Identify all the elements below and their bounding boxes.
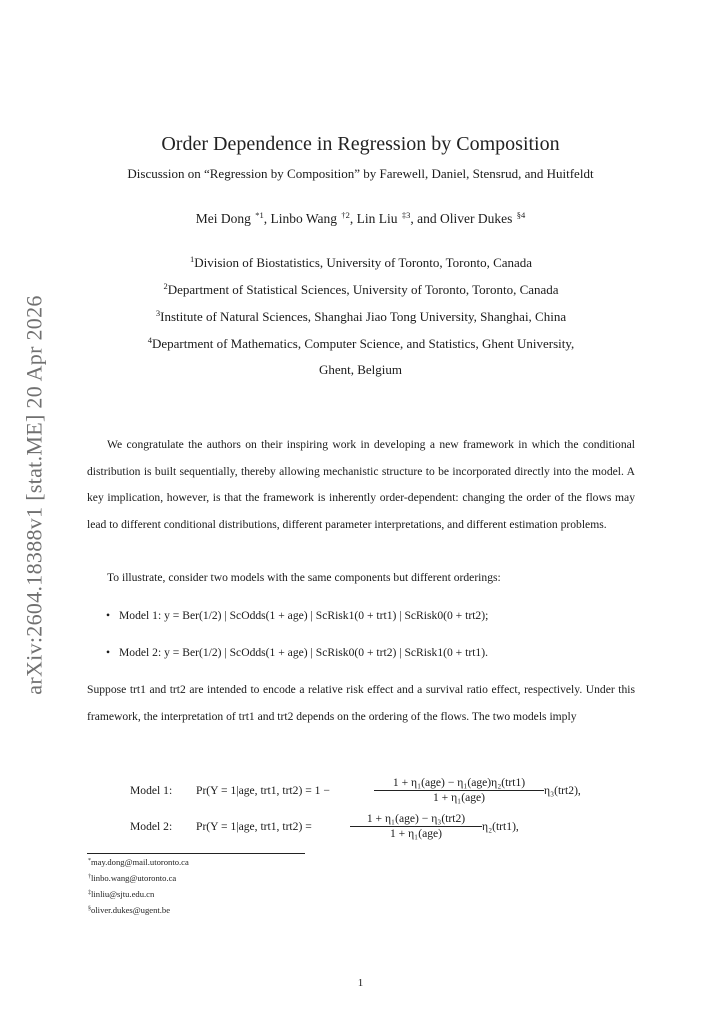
bullet-icon: •	[106, 609, 111, 622]
author-list	[0, 210, 721, 227]
arxiv-stamp-text: arXiv:2604.18388v1 [stat.ME] 20 Apr 2026	[22, 295, 47, 695]
author-mark: ‡3	[401, 210, 411, 220]
footnote-mark: †	[88, 874, 91, 880]
body-paragraph-2	[87, 565, 635, 592]
body-paragraph-1	[87, 432, 635, 538]
equation-fraction	[374, 776, 544, 804]
equation-lhs: Pr(Y = 1|age, trt1, trt2) =	[196, 820, 312, 833]
paragraph-text: We congratulate the authors on their inspiring work in developing a new framework in which the conditional distribution is built sequentially, thereby allowing mechanistic structure to be incorporated directly into the model. A key implication, however, is that the framework is inherently order-dependent: changing the order of the flows may lead to different conditional distributions, different parameter interpretations, and different estimation problems.	[87, 438, 635, 531]
bullet-text: Model 2: y = Ber(1/2) | ScOdds(1 + age) | ScRisk0(0 + trt2) | ScRisk1(0 + trt1).	[119, 646, 488, 659]
author-separator: ,	[349, 211, 357, 226]
footnote-4	[87, 905, 170, 915]
affiliation-text: Department of Statistical Sciences, University of Toronto, Toronto, Canada	[167, 282, 559, 297]
equation-tail: η₃(trt2),	[544, 784, 581, 797]
paper-subtitle: Discussion on “Regression by Composition” by Farewell, Daniel, Stensrud, and Huitfeldt	[127, 166, 594, 181]
author-name: Oliver Dukes	[440, 211, 516, 226]
footnote-1	[87, 857, 189, 867]
bullet-icon: •	[106, 646, 111, 659]
page-number: 1	[357, 977, 364, 989]
affiliation-number: 3	[155, 308, 161, 318]
footnote-mark: ‡	[88, 890, 91, 896]
affiliation-text: Ghent, Belgium	[318, 362, 403, 377]
paragraph-text: To illustrate, consider two models with the same components but different orderings:	[107, 571, 501, 584]
affiliation-3	[0, 308, 721, 325]
author-mark: §4	[516, 210, 526, 220]
footnote-mark: *	[88, 858, 91, 864]
affiliation-1	[0, 254, 721, 271]
equation-tail: η₂(trt1),	[482, 820, 519, 833]
paper-title: Order Dependence in Regression by Composition	[161, 133, 560, 155]
equation-label: Model 1:	[130, 784, 173, 797]
affiliation-number: 4	[147, 335, 152, 345]
footnote-email[interactable]: oliver.dukes@ugent.be	[91, 905, 171, 915]
paragraph-text: Suppose trt1 and trt2 are intended to encode a relative risk effect and a survival ratio effect, respectively. Under this framework, the interpretation of trt1 and trt2 depends on the ordering of the flows. The two models imply	[87, 683, 635, 723]
equation-label: Model 2:	[130, 820, 173, 833]
author-mark: *1	[255, 210, 264, 220]
affiliation-number: 2	[163, 281, 168, 291]
affiliation-2	[0, 281, 721, 298]
footnote-mark: §	[88, 906, 91, 912]
body-paragraph-3	[87, 677, 635, 730]
author-separator: ,	[263, 211, 271, 226]
footnote-email[interactable]: linliu@sjtu.edu.cn	[91, 889, 155, 899]
footnote-2	[87, 873, 176, 883]
affiliation-text: Department of Mathematics, Computer Science, and Statistics, Ghent University,	[151, 336, 575, 351]
affiliation-number: 1	[189, 254, 195, 264]
affiliation-4-continued	[0, 362, 721, 378]
fraction-denominator: 1 + η₁(age)	[432, 791, 486, 804]
bullet-text: Model 1: y = Ber(1/2) | ScOdds(1 + age) | ScRisk1(0 + trt1) | ScRisk0(0 + trt2);	[119, 609, 489, 622]
author-separator: , and	[410, 211, 441, 226]
affiliation-text: Division of Biostatistics, University of Toronto, Toronto, Canada	[194, 255, 533, 270]
footnote-email[interactable]: may.dong@mail.utoronto.ca	[91, 857, 189, 867]
footnote-divider	[87, 853, 305, 854]
author-name: Lin Liu	[356, 211, 401, 226]
footnote-email[interactable]: linbo.wang@utoronto.ca	[91, 873, 177, 883]
fraction-numerator: 1 + η₁(age) − η₃(trt2)	[350, 812, 482, 827]
footnote-3	[87, 889, 154, 899]
fraction-denominator: 1 + η₁(age)	[389, 827, 443, 840]
equation-lhs: Pr(Y = 1|age, trt1, trt2) = 1 −	[196, 784, 330, 797]
model-bullet-1	[106, 609, 488, 622]
author-name: Mei Dong	[195, 211, 255, 226]
author-mark: †2	[341, 210, 350, 220]
fraction-numerator: 1 + η₁(age) − η₁(age)η₂(trt1)	[374, 776, 544, 791]
affiliation-4	[0, 335, 721, 352]
author-name: Linbo Wang	[270, 211, 341, 226]
affiliation-text: Institute of Natural Sciences, Shanghai Jiao Tong University, Shanghai, China	[160, 309, 567, 324]
equation-fraction	[350, 812, 482, 840]
model-bullet-2	[106, 646, 488, 659]
